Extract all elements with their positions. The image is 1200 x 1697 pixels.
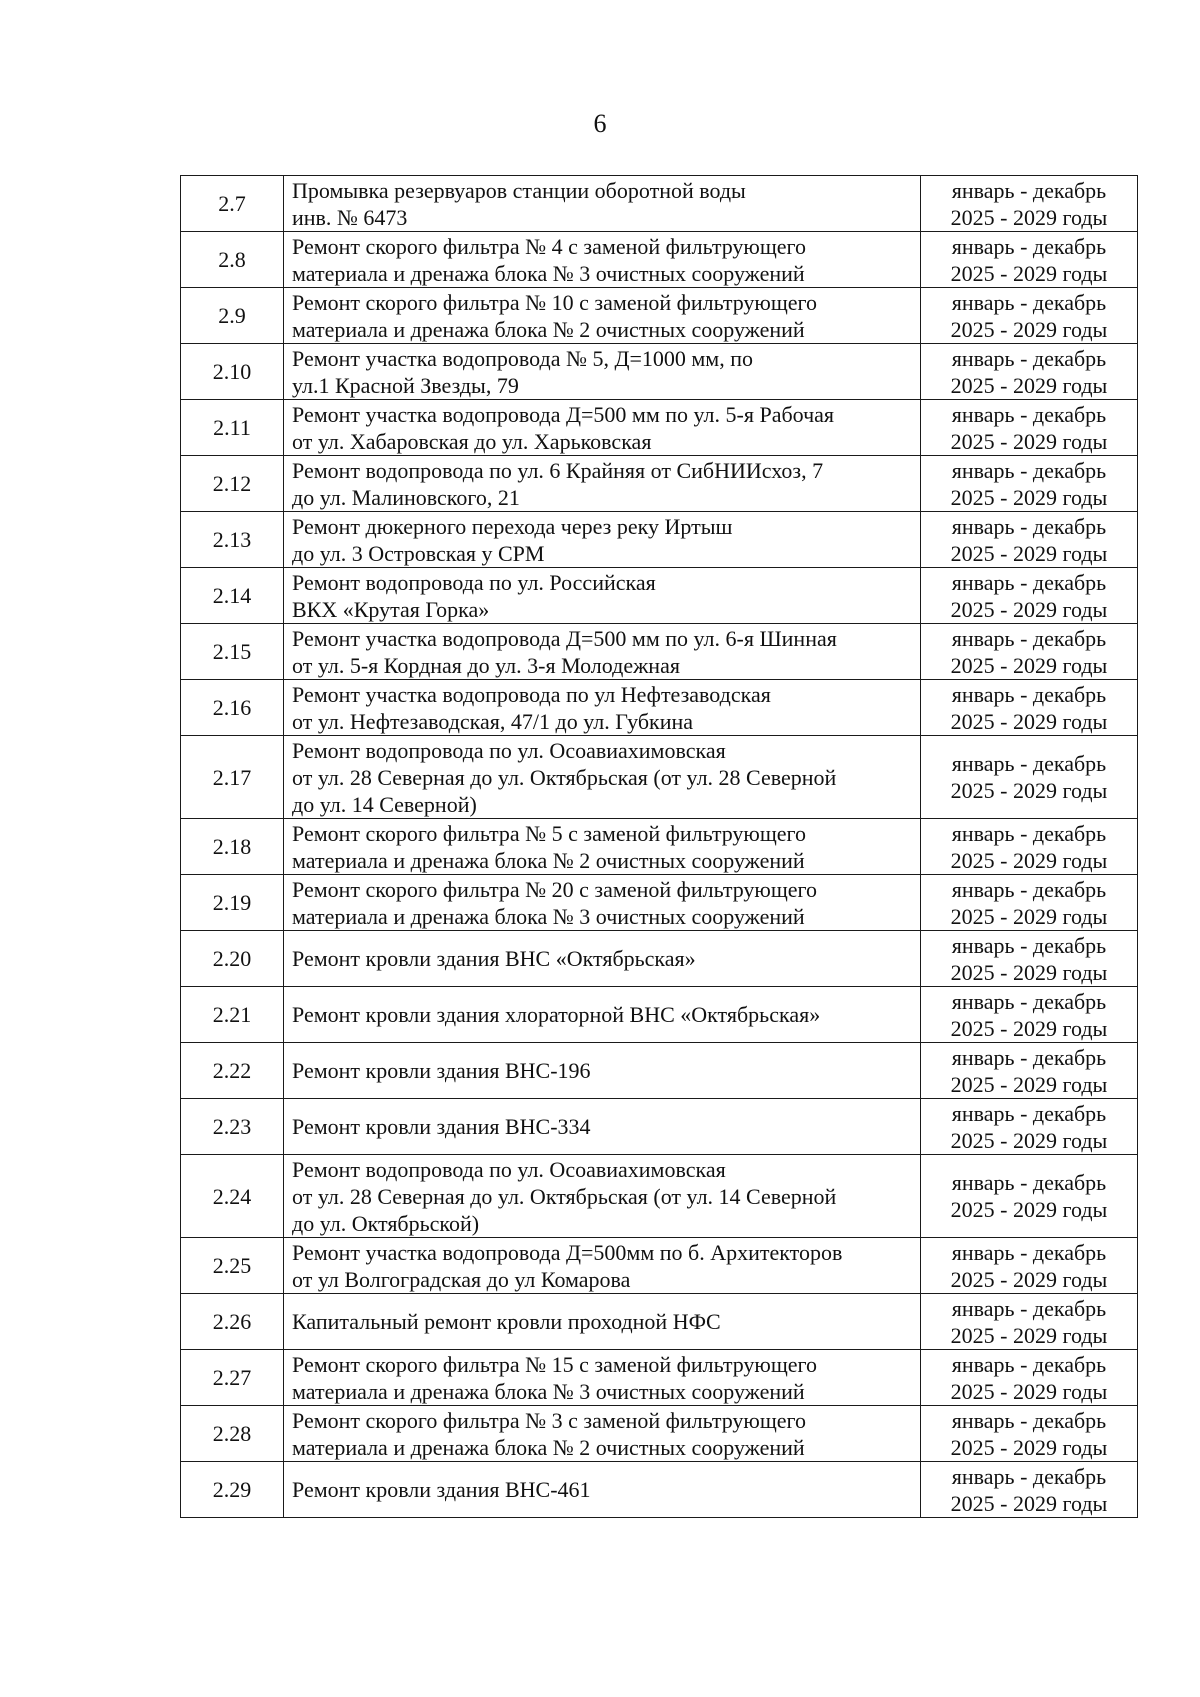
- description-line: Ремонт кровли здания ВНС-196: [292, 1058, 591, 1083]
- table-row: [181, 568, 1138, 624]
- work-description: [284, 987, 921, 1043]
- period-line: январь - декабрь: [951, 345, 1107, 371]
- work-description: [284, 680, 921, 736]
- description-line: Ремонт водопровода по ул. Осоавиахимовская: [292, 1156, 726, 1182]
- period-line: январь - декабрь: [951, 569, 1107, 595]
- period-line: январь - декабрь: [951, 233, 1107, 259]
- description-line: Промывка резервуаров станции оборотной воды: [292, 177, 746, 203]
- description-line: Ремонт кровли здания ВНС-461: [292, 1477, 591, 1502]
- work-period: [921, 819, 1138, 875]
- row-number: 2.9: [181, 288, 284, 344]
- work-description: [284, 1350, 921, 1406]
- table-row: [181, 344, 1138, 400]
- work-description: [284, 512, 921, 568]
- table-row: [181, 624, 1138, 680]
- work-description: [284, 1155, 921, 1238]
- description-line: до ул. Октябрьской): [292, 1210, 480, 1236]
- description-line: от ул. 28 Северная до ул. Октябрьская (от ул. 28 Северной: [292, 764, 837, 790]
- work-period: [921, 1406, 1138, 1462]
- work-period: [921, 512, 1138, 568]
- table-row: [181, 1406, 1138, 1462]
- row-number: 2.19: [181, 875, 284, 931]
- period-line: 2025 - 2029 годы: [950, 428, 1108, 454]
- period-line: 2025 - 2029 годы: [950, 596, 1108, 622]
- description-line: инв. № 6473: [292, 204, 408, 230]
- description-line: Капитальный ремонт кровли проходной НФС: [292, 1309, 721, 1334]
- description-line: от ул Волгоградская до ул Комарова: [292, 1266, 631, 1292]
- description-line: Ремонт водопровода по ул. 6 Крайняя от СибНИИсхоз, 7: [292, 457, 824, 483]
- description-line: Ремонт участка водопровода по ул Нефтезаводская: [292, 681, 771, 707]
- work-period: [921, 456, 1138, 512]
- description-line: от ул. Хабаровская до ул. Харьковская: [292, 428, 652, 454]
- work-description: [284, 568, 921, 624]
- description-line: Ремонт кровли здания хлораторной ВНС «Октябрьская»: [292, 1002, 821, 1027]
- period-line: 2025 - 2029 годы: [950, 260, 1108, 286]
- work-period: [921, 875, 1138, 931]
- period-line: январь - декабрь: [951, 876, 1107, 902]
- period-line: 2025 - 2029 годы: [950, 1322, 1108, 1348]
- period-line: 2025 - 2029 годы: [950, 1015, 1108, 1041]
- work-period: [921, 736, 1138, 819]
- works-table-body: [181, 176, 1138, 1518]
- row-number: 2.14: [181, 568, 284, 624]
- period-line: январь - декабрь: [951, 401, 1107, 427]
- period-line: январь - декабрь: [951, 457, 1107, 483]
- description-line: Ремонт скорого фильтра № 10 с заменой фильтрующего: [292, 289, 818, 315]
- period-line: 2025 - 2029 годы: [950, 959, 1108, 985]
- row-number: 2.22: [181, 1043, 284, 1099]
- works-table: [180, 175, 1138, 1518]
- work-description: [284, 736, 921, 819]
- period-line: 2025 - 2029 годы: [950, 1434, 1108, 1460]
- table-row: [181, 1043, 1138, 1099]
- row-number: 2.29: [181, 1462, 284, 1518]
- row-number: 2.11: [181, 400, 284, 456]
- description-line: ВКХ «Крутая Горка»: [292, 596, 490, 622]
- period-line: 2025 - 2029 годы: [950, 484, 1108, 510]
- work-description: [284, 176, 921, 232]
- period-line: 2025 - 2029 годы: [950, 778, 1108, 803]
- work-period: [921, 232, 1138, 288]
- row-number: 2.12: [181, 456, 284, 512]
- description-line: до ул. Малиновского, 21: [292, 484, 520, 510]
- work-period: [921, 344, 1138, 400]
- table-row: [181, 1238, 1138, 1294]
- table-row: [181, 456, 1138, 512]
- period-line: январь - декабрь: [951, 1295, 1107, 1321]
- work-period: [921, 1099, 1138, 1155]
- description-line: ул.1 Красной Звезды, 79: [292, 372, 519, 398]
- table-row: [181, 512, 1138, 568]
- period-line: 2025 - 2029 годы: [950, 1197, 1108, 1222]
- work-description: [284, 288, 921, 344]
- row-number: 2.17: [181, 736, 284, 819]
- work-period: [921, 176, 1138, 232]
- row-number: 2.28: [181, 1406, 284, 1462]
- period-line: январь - декабрь: [951, 1170, 1107, 1195]
- period-line: 2025 - 2029 годы: [950, 708, 1108, 734]
- period-line: 2025 - 2029 годы: [950, 652, 1108, 678]
- row-number: 2.18: [181, 819, 284, 875]
- description-line: материала и дренажа блока № 3 очистных сооружений: [292, 1378, 805, 1404]
- row-number: 2.7: [181, 176, 284, 232]
- table-row: [181, 819, 1138, 875]
- table-row: [181, 736, 1138, 819]
- work-description: [284, 1043, 921, 1099]
- description-line: Ремонт водопровода по ул. Российская: [292, 569, 656, 595]
- work-period: [921, 1043, 1138, 1099]
- description-line: Ремонт скорого фильтра № 4 с заменой фильтрующего: [292, 233, 807, 259]
- description-line: материала и дренажа блока № 3 очистных сооружений: [292, 903, 805, 929]
- description-line: до ул. 14 Северной): [292, 791, 477, 817]
- description-line: от ул. Нефтезаводская, 47/1 до ул. Губкина: [292, 708, 694, 734]
- description-line: Ремонт скорого фильтра № 15 с заменой фильтрующего: [292, 1351, 818, 1377]
- table-row: [181, 176, 1138, 232]
- row-number: 2.15: [181, 624, 284, 680]
- period-line: январь - декабрь: [951, 1407, 1107, 1433]
- page-number: 6: [593, 109, 607, 138]
- work-description: [284, 1294, 921, 1350]
- period-line: 2025 - 2029 годы: [950, 204, 1108, 230]
- period-line: 2025 - 2029 годы: [950, 1378, 1108, 1404]
- table-row: [181, 931, 1138, 987]
- work-description: [284, 1406, 921, 1462]
- work-period: [921, 1155, 1138, 1238]
- description-line: материала и дренажа блока № 2 очистных сооружений: [292, 316, 805, 342]
- description-line: Ремонт скорого фильтра № 20 с заменой фильтрующего: [292, 876, 818, 902]
- description-line: Ремонт кровли здания ВНС «Октябрьская»: [292, 946, 696, 971]
- work-period: [921, 288, 1138, 344]
- work-period: [921, 568, 1138, 624]
- description-line: Ремонт участка водопровода № 5, Д=1000 мм, по: [292, 345, 754, 371]
- table-row: [181, 1155, 1138, 1238]
- table-row: [181, 232, 1138, 288]
- period-line: январь - декабрь: [951, 681, 1107, 707]
- work-description: [284, 344, 921, 400]
- description-line: Ремонт дюкерного перехода через реку Иртыш: [292, 513, 733, 539]
- period-line: январь - декабрь: [951, 177, 1107, 203]
- work-period: [921, 1294, 1138, 1350]
- row-number: 2.13: [181, 512, 284, 568]
- table-row: [181, 680, 1138, 736]
- work-description: [284, 400, 921, 456]
- period-line: 2025 - 2029 годы: [950, 540, 1108, 566]
- row-number: 2.10: [181, 344, 284, 400]
- row-number: 2.23: [181, 1099, 284, 1155]
- work-description: [284, 875, 921, 931]
- period-line: январь - декабрь: [951, 932, 1107, 958]
- row-number: 2.27: [181, 1350, 284, 1406]
- work-period: [921, 624, 1138, 680]
- period-line: январь - декабрь: [951, 751, 1107, 776]
- description-line: Ремонт водопровода по ул. Осоавиахимовская: [292, 737, 726, 763]
- work-description: [284, 931, 921, 987]
- work-period: [921, 680, 1138, 736]
- table-row: [181, 288, 1138, 344]
- period-line: январь - декабрь: [951, 820, 1107, 846]
- row-number: 2.24: [181, 1155, 284, 1238]
- work-period: [921, 987, 1138, 1043]
- table-row: [181, 1099, 1138, 1155]
- table-row: [181, 400, 1138, 456]
- period-line: январь - декабрь: [951, 1044, 1107, 1070]
- work-description: [284, 819, 921, 875]
- work-description: [284, 232, 921, 288]
- period-line: 2025 - 2029 годы: [950, 1490, 1108, 1516]
- description-line: материала и дренажа блока № 2 очистных сооружений: [292, 1434, 805, 1460]
- table-row: [181, 1462, 1138, 1518]
- period-line: 2025 - 2029 годы: [950, 372, 1108, 398]
- description-line: от ул. 5-я Кордная до ул. 3-я Молодежная: [292, 652, 680, 678]
- description-line: Ремонт участка водопровода Д=500 мм по ул. 5-я Рабочая: [292, 401, 835, 427]
- table-row: [181, 987, 1138, 1043]
- period-line: 2025 - 2029 годы: [950, 1071, 1108, 1097]
- table-row: [181, 1350, 1138, 1406]
- period-line: январь - декабрь: [951, 988, 1107, 1014]
- row-number: 2.26: [181, 1294, 284, 1350]
- work-period: [921, 1350, 1138, 1406]
- period-line: январь - декабрь: [951, 1239, 1107, 1265]
- period-line: 2025 - 2029 годы: [950, 316, 1108, 342]
- row-number: 2.20: [181, 931, 284, 987]
- work-period: [921, 1238, 1138, 1294]
- period-line: январь - декабрь: [951, 625, 1107, 651]
- period-line: январь - декабрь: [951, 1100, 1107, 1126]
- description-line: Ремонт скорого фильтра № 3 с заменой фильтрующего: [292, 1407, 807, 1433]
- period-line: январь - декабрь: [951, 289, 1107, 315]
- description-line: Ремонт скорого фильтра № 5 с заменой фильтрующего: [292, 820, 807, 846]
- work-period: [921, 931, 1138, 987]
- work-description: [284, 1238, 921, 1294]
- period-line: 2025 - 2029 годы: [950, 1266, 1108, 1292]
- row-number: 2.25: [181, 1238, 284, 1294]
- work-description: [284, 456, 921, 512]
- row-number: 2.16: [181, 680, 284, 736]
- description-line: Ремонт участка водопровода Д=500 мм по ул. 6-я Шинная: [292, 625, 837, 651]
- table-row: [181, 875, 1138, 931]
- work-description: [284, 624, 921, 680]
- row-number: 2.21: [181, 987, 284, 1043]
- work-description: [284, 1099, 921, 1155]
- work-period: [921, 1462, 1138, 1518]
- period-line: 2025 - 2029 годы: [950, 1127, 1108, 1153]
- description-line: материала и дренажа блока № 3 очистных сооружений: [292, 260, 805, 286]
- row-number: 2.8: [181, 232, 284, 288]
- work-description: [284, 1462, 921, 1518]
- description-line: материала и дренажа блока № 2 очистных сооружений: [292, 847, 805, 873]
- description-line: от ул. 28 Северная до ул. Октябрьская (от ул. 14 Северной: [292, 1183, 837, 1209]
- period-line: январь - декабрь: [951, 1463, 1107, 1489]
- table-row: [181, 1294, 1138, 1350]
- work-period: [921, 400, 1138, 456]
- period-line: январь - декабрь: [951, 1351, 1107, 1377]
- period-line: 2025 - 2029 годы: [950, 903, 1108, 929]
- description-line: Ремонт участка водопровода Д=500мм по б. Архитекторов: [292, 1239, 843, 1265]
- period-line: 2025 - 2029 годы: [950, 847, 1108, 873]
- description-line: до ул. 3 Островская у СРМ: [292, 540, 545, 566]
- period-line: январь - декабрь: [951, 513, 1107, 539]
- description-line: Ремонт кровли здания ВНС-334: [292, 1114, 591, 1139]
